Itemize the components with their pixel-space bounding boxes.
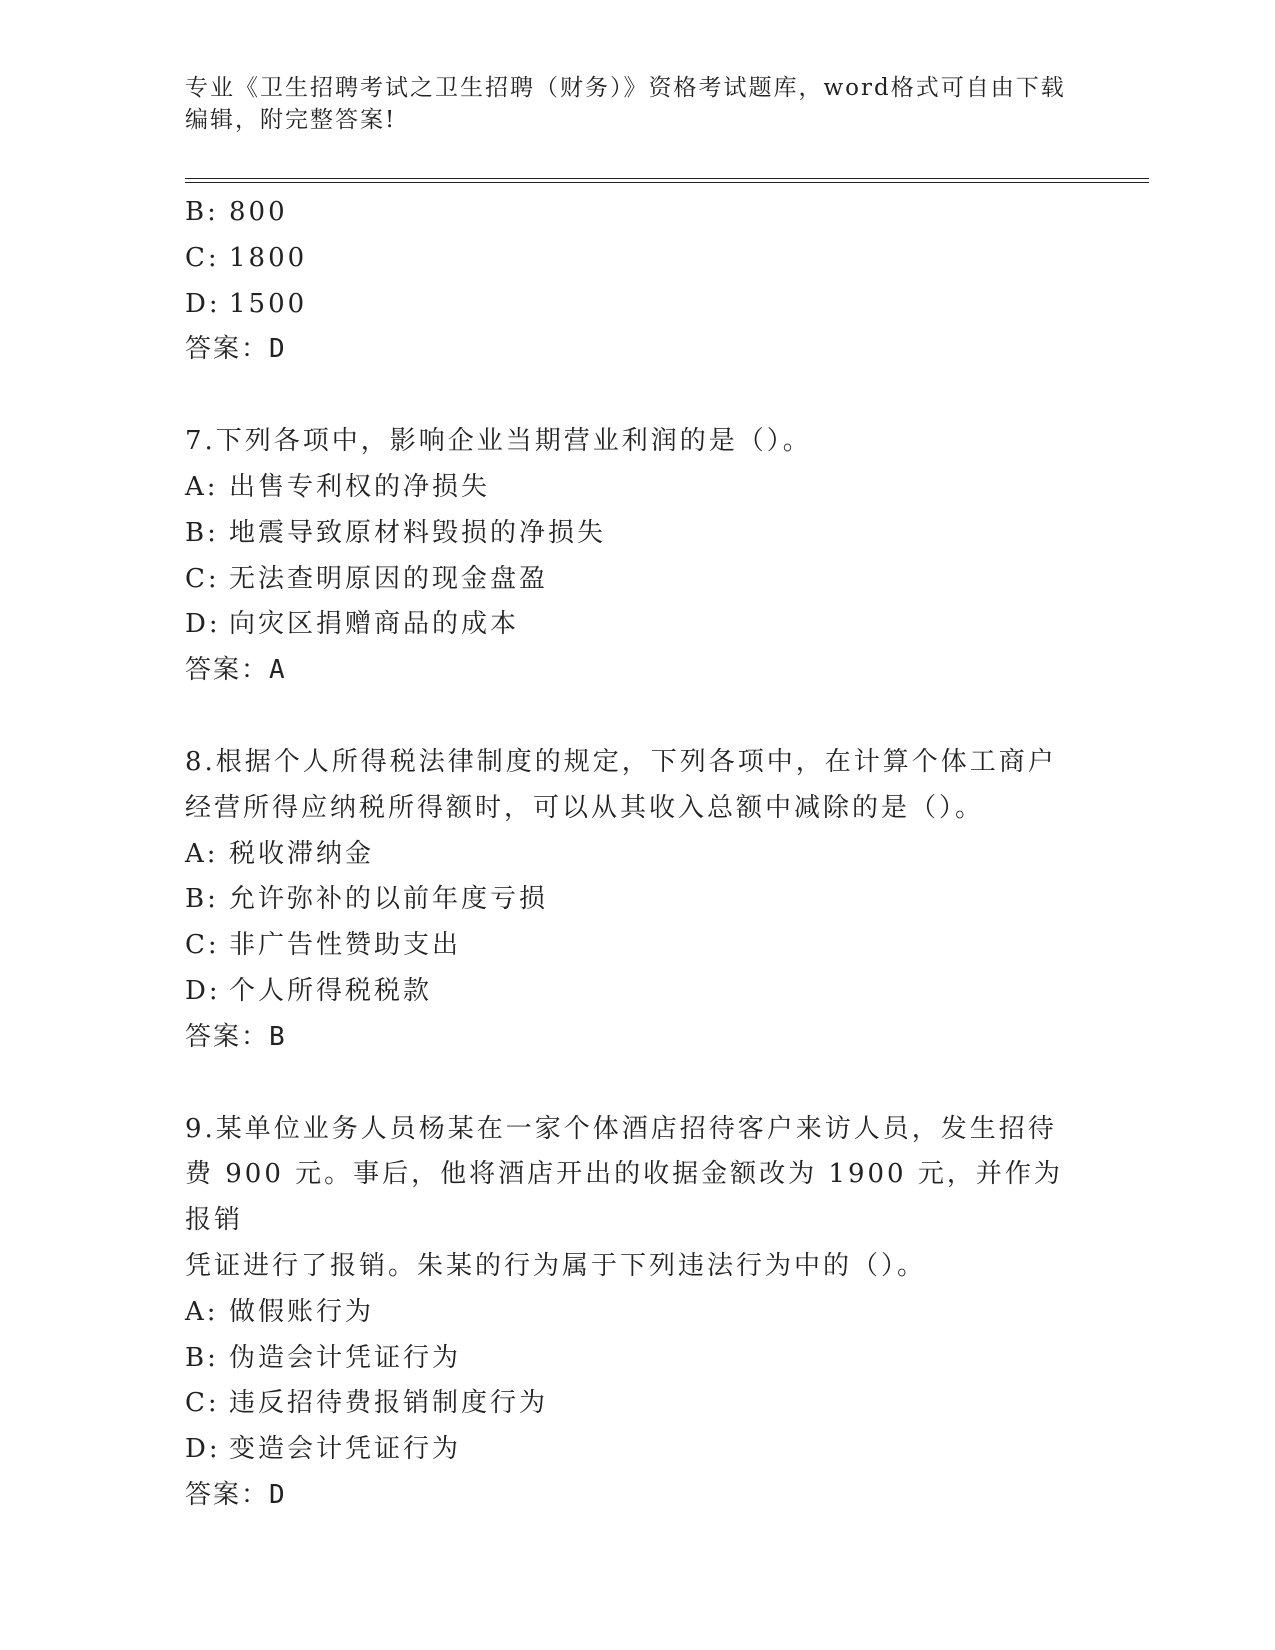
- option-text: 个人所得税税款: [229, 975, 433, 1006]
- stem-line: 7.下列各项中，影响企业当期营业利润的是（）。: [185, 426, 812, 457]
- option-a: [185, 465, 1085, 511]
- option-c: [185, 557, 1085, 603]
- question-9: [185, 1107, 1085, 1519]
- question-7: [185, 419, 1085, 694]
- option-b: [185, 877, 1085, 923]
- answer-value: B: [269, 1021, 287, 1052]
- option-d: [185, 282, 1085, 328]
- option-label: B:: [185, 197, 219, 227]
- option-label: D:: [185, 288, 221, 319]
- option-label: B:: [185, 517, 219, 548]
- header-divider-bottom: [185, 182, 1149, 183]
- question-stem: [185, 1107, 1065, 1290]
- document-body: [185, 190, 1085, 1519]
- document-header: [185, 72, 1085, 136]
- option-c: [185, 236, 1085, 282]
- continued-question: [185, 190, 1085, 373]
- option-label: D:: [185, 609, 221, 640]
- stem-line: 8.根据个人所得税法律制度的规定，下列各项中，在计算个体工商户: [185, 746, 1057, 777]
- option-c: [185, 1381, 1085, 1427]
- option-text: 非广告性赞助支出: [229, 930, 462, 961]
- answer-value: A: [269, 655, 287, 686]
- option-b: [185, 1336, 1085, 1382]
- stem-line: 经营所得应纳税所得额时，可以从其收入总额中减除的是（）。: [185, 792, 985, 823]
- question-stem: [185, 419, 1065, 465]
- question-stem: [185, 740, 1065, 832]
- answer-line: [185, 1473, 1085, 1519]
- option-label: A:: [185, 1296, 219, 1327]
- option-text: 出售专利权的净损失: [229, 471, 491, 502]
- header-line-1: 专业《卫生招聘考试之卫生招聘（财务）》资格考试题库，word格式可自由下载: [185, 75, 1066, 101]
- option-label: C:: [185, 1388, 220, 1419]
- option-label: D:: [185, 1434, 221, 1465]
- stem-line: 费 900 元。事后，他将酒店开出的收据金额改为 1900 元，并作为报销: [185, 1159, 1063, 1236]
- option-label: B:: [185, 1342, 219, 1373]
- option-d: [185, 602, 1085, 648]
- option-text: 违反招待费报销制度行为: [229, 1388, 549, 1419]
- question-8: [185, 740, 1085, 1061]
- option-a: [185, 832, 1085, 878]
- stem-line: 9.某单位业务人员杨某在一家个体酒店招待客户来访人员，发生招待: [185, 1113, 1057, 1144]
- answer-line: [185, 327, 1085, 373]
- option-label: C:: [185, 930, 220, 961]
- option-text: 变造会计凭证行为: [229, 1434, 462, 1465]
- option-text: 税收滞纳金: [229, 838, 375, 869]
- option-label: D:: [185, 975, 221, 1006]
- option-text: 800: [229, 197, 288, 227]
- stem-line: 凭证进行了报销。朱某的行为属于下列违法行为中的（）。: [185, 1250, 927, 1281]
- answer-label: 答案：: [185, 655, 270, 686]
- option-label: C:: [185, 242, 220, 273]
- option-label: A:: [185, 838, 219, 869]
- option-text: 地震导致原材料毁损的净损失: [229, 517, 607, 548]
- option-text: 做假账行为: [229, 1296, 375, 1327]
- answer-line: [185, 648, 1085, 694]
- option-label: B:: [185, 884, 219, 915]
- option-text: 1500: [229, 288, 308, 319]
- option-text: 向灾区捐赠商品的成本: [229, 609, 520, 640]
- answer-value: D: [269, 1479, 287, 1510]
- option-d: [185, 969, 1085, 1015]
- option-text: 伪造会计凭证行为: [229, 1342, 462, 1373]
- option-d: [185, 1427, 1085, 1473]
- answer-label: 答案：: [185, 334, 270, 365]
- option-label: A:: [185, 471, 219, 502]
- answer-value: D: [269, 334, 287, 365]
- answer-label: 答案：: [185, 1021, 270, 1052]
- option-a: [185, 1290, 1085, 1336]
- option-text: 允许弥补的以前年度亏损: [229, 884, 549, 915]
- option-c: [185, 923, 1085, 969]
- answer-label: 答案：: [185, 1479, 270, 1510]
- option-b: [185, 190, 1085, 236]
- option-text: 无法查明原因的现金盘盈: [229, 563, 549, 594]
- answer-line: [185, 1015, 1085, 1061]
- option-label: C:: [185, 563, 220, 594]
- header-divider-top: [185, 178, 1149, 179]
- header-line-2: 编辑，附完整答案!: [185, 107, 397, 133]
- option-text: 1800: [229, 242, 308, 273]
- option-b: [185, 511, 1085, 557]
